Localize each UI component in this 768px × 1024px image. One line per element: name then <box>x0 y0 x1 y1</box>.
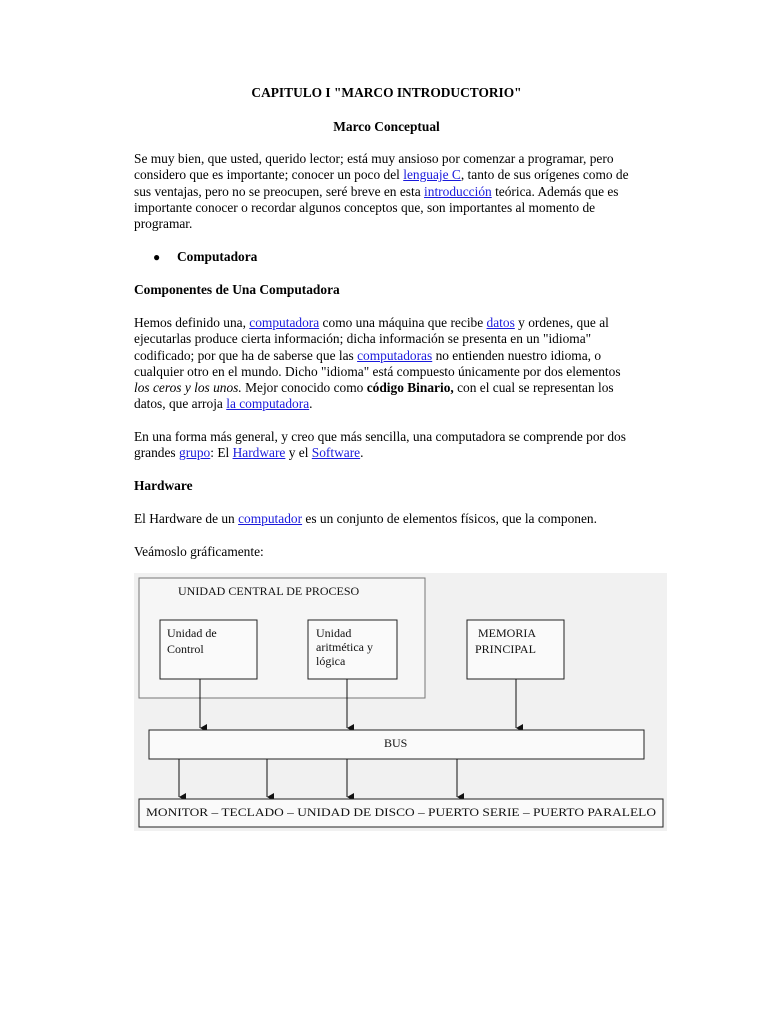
link-computadora[interactable]: computadora <box>249 315 320 330</box>
link-software[interactable]: Software <box>311 445 361 461</box>
graphic-intro: Veámoslo gráficamente: <box>134 544 264 559</box>
cpu-label: UNIDAD CENTRAL DE PROCESO <box>178 584 360 598</box>
link-introduccion[interactable]: introducción <box>424 183 492 199</box>
memory-line1: MEMORIA <box>478 626 537 640</box>
hardware-definition: El Hardware de un computador es un conjunto de elementos físicos, que la componen. <box>134 511 597 526</box>
heading-componentes: Componentes de Una Computadora <box>134 282 340 297</box>
control-unit-line1: Unidad de <box>167 626 217 640</box>
bullet-icon: ● <box>153 250 161 264</box>
heading-hardware: Hardware <box>134 478 193 493</box>
alu-line1: Unidad <box>316 626 352 640</box>
general-paragraph: En una forma más general, y creo que más sencilla, una computadora se comprende por dos grandes grupo: El Hardware y el Software. <box>134 429 626 461</box>
chapter-title: CAPITULO I "MARCO INTRODUCTORIO" <box>251 85 522 100</box>
link-grupo[interactable]: grupo <box>179 445 211 461</box>
alu-line2: aritmética y <box>316 640 373 654</box>
link-computador[interactable]: computador <box>238 511 303 526</box>
link-la-computadora[interactable]: la computadora <box>226 396 310 412</box>
link-lenguaje-c[interactable]: lenguaje C <box>403 167 461 183</box>
hardware-diagram <box>134 573 667 831</box>
peripherals-label: MONITOR – TECLADO – UNIDAD DE DISCO – PUERTO SERIE – PUERTO PARALELO <box>146 805 657 819</box>
intro-paragraph: Se muy bien, que usted, querido lector; está muy ansioso por comenzar a programar, pero considero que es importante; conocer un poco del lenguaje C, tanto de sus orígenes como de sus ventajas, pero no se preocupen, seré breve en esta introducción teórica. Además que es importante conocer o recordar algunos conceptos que, son importantes al momento de programar. <box>134 151 629 232</box>
link-hardware[interactable]: Hardware <box>232 445 286 461</box>
definition-paragraph: Hemos definido una, computadora como una máquina que recibe datos y ordenes, que al ejecutarlas produce cierta información; dicha información se presenta en un "idioma" codificado; por que ha de saberse que las computadoras no entienden nuestro idioma, o cualquier otro en el mundo. Dicho "idioma" está compuesto únicamente por dos elementos los ceros y los unos. Mejor conocido como código Binario, con el cual se representan los datos, que arroja la computadora. <box>134 315 621 412</box>
control-unit-line2: Control <box>167 642 204 656</box>
bullet-item-computadora: Computadora <box>177 249 258 264</box>
section-subtitle: Marco Conceptual <box>333 119 440 134</box>
link-computadoras[interactable]: computadoras <box>357 347 433 363</box>
bus-label: BUS <box>384 736 408 750</box>
alu-line3: lógica <box>316 654 346 668</box>
link-datos[interactable]: datos <box>486 315 515 330</box>
memory-line2: PRINCIPAL <box>475 642 536 656</box>
